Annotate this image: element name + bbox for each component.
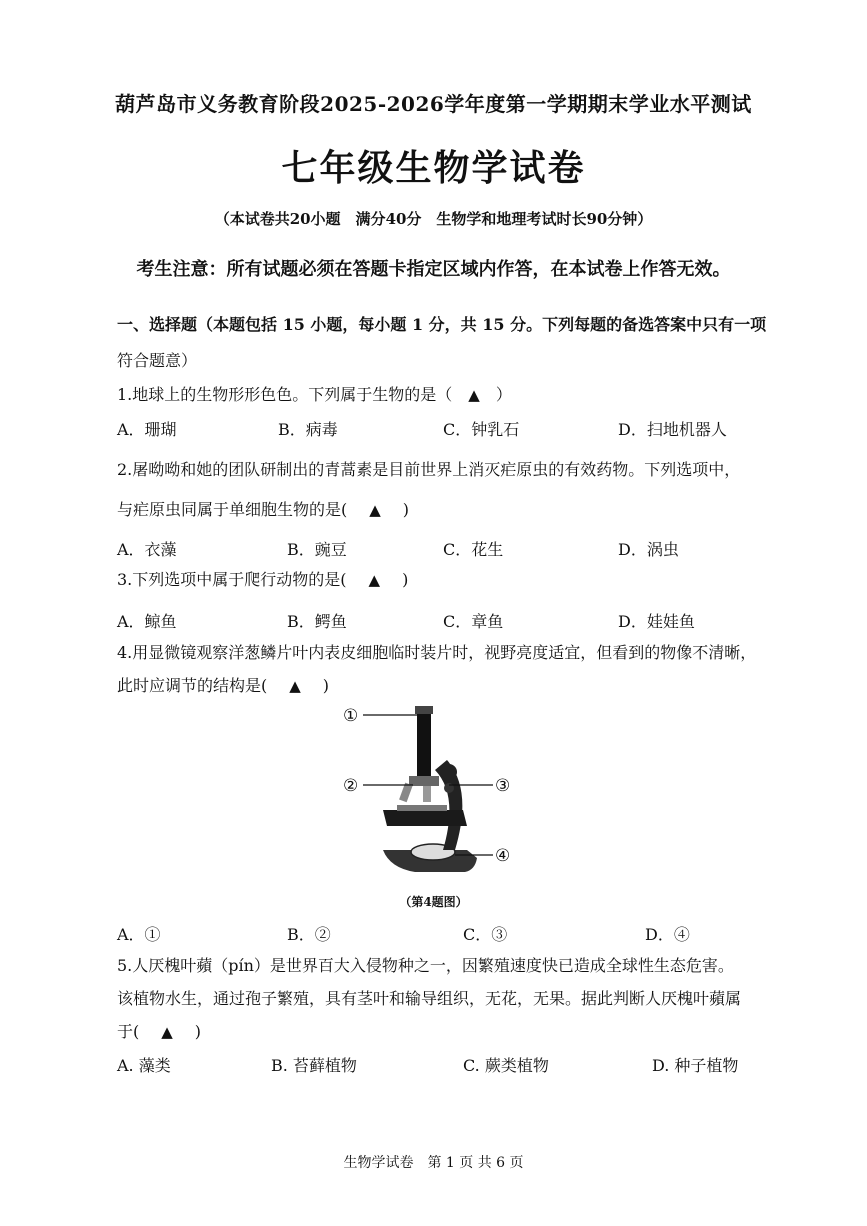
q5-option-c: C. 蕨类植物	[463, 1056, 549, 1075]
q2-option-c: C．花生	[443, 540, 504, 559]
q4-option-d: D．④	[645, 925, 690, 944]
answer-mark-icon: ▲	[369, 501, 381, 519]
q2-option-b: B．豌豆	[287, 540, 347, 559]
exam-title: 葫芦岛市义务教育阶段2025-2026学年度第一学期期末学业水平测试	[115, 92, 752, 116]
nosepiece	[409, 776, 439, 786]
question-2-stem: 2.屠呦呦和她的团队研制出的青蒿素是目前世界上消灭疟原虫的有效药物。下列选项中，	[117, 460, 741, 479]
body-tube	[417, 710, 431, 778]
q2-option-a: A．衣藻	[117, 540, 177, 559]
answer-mark-icon: ▲	[368, 571, 381, 589]
label-2: ②	[343, 776, 359, 796]
q1-option-d: D．扫地机器人	[618, 420, 727, 439]
answer-mark-icon: ▲	[289, 677, 301, 695]
q3-option-c: C．章鱼	[443, 612, 504, 631]
q1-option-b: B．病毒	[278, 420, 338, 439]
objective-lens	[423, 786, 431, 802]
question-5-stem-end: 于( ▲ )	[117, 1022, 202, 1041]
page-footer: 生物学试卷 第 1 页 共 6 页	[343, 1155, 524, 1171]
answer-mark-icon: ▲	[468, 386, 480, 404]
question-5-stem-cont: 该植物水生，通过孢子繁殖，具有茎叶和输导组织，无花，无果。据此判断人厌槐叶蘋属	[117, 989, 742, 1008]
q4-option-a: A．①	[117, 925, 161, 944]
label-1: ①	[343, 706, 359, 726]
eyepiece	[415, 706, 433, 714]
q5-option-a: A. 藻类	[117, 1056, 171, 1075]
q5-option-d: D. 种子植物	[652, 1056, 739, 1075]
q5-option-b: B. 苔藓植物	[271, 1056, 357, 1075]
q1-option-c: C．钟乳石	[443, 420, 520, 439]
q4-option-c: C．③	[463, 925, 508, 944]
coarse-focus-knob	[441, 764, 457, 780]
question-3-stem: 3.下列选项中属于爬行动物的是( ▲ )	[117, 570, 409, 589]
q3-option-b: B．鳄鱼	[287, 612, 347, 631]
question-4-stem: 4.用显微镜观察洋葱鳞片叶内表皮细胞临时装片时，视野亮度适宜，但看到的物像不清晰，	[117, 643, 757, 662]
figure-caption: （第4题图）	[399, 895, 468, 909]
question-4-stem-cont: 此时应调节的结构是( ▲ )	[117, 676, 330, 695]
question-2-stem-cont: 与疟原虫同属于单细胞生物的是( ▲ )	[117, 500, 410, 519]
q1-option-a: A．珊瑚	[117, 420, 177, 439]
q3-option-a: A．鲸鱼	[117, 612, 177, 631]
label-3: ③	[495, 776, 511, 796]
microscope-figure	[335, 700, 525, 885]
label-4: ④	[495, 846, 511, 866]
q2-option-d: D．涡虫	[618, 540, 679, 559]
microscope-stage	[383, 810, 467, 826]
q4-option-b: B．②	[287, 925, 331, 944]
question-5-stem: 5.人厌槐叶蘋（pín）是世界百大入侵物种之一，因繁殖速度快已造成全球性生态危害。	[117, 956, 734, 975]
q3-option-d: D．娃娃鱼	[618, 612, 695, 631]
paper-title: 七年级生物学试卷	[281, 147, 586, 189]
question-1-stem: 1.地球上的生物形形色色。下列属于生物的是（ ▲ ）	[117, 385, 512, 404]
answer-mark-icon: ▲	[161, 1023, 173, 1041]
paper-subtitle: （本试卷共20小题 满分40分 生物学和地理考试时长90分钟）	[214, 210, 653, 228]
section-heading: 一、选择题（本题包括 15 小题，每小题 1 分，共 15 分。下列每题的备选答案中只有一项	[117, 315, 767, 334]
section-heading-cont: 符合题意）	[117, 351, 198, 370]
candidate-notice: 考生注意：所有试题必须在答题卡指定区域内作答，在本试卷上作答无效。	[136, 259, 731, 280]
stage-clip	[397, 805, 447, 811]
